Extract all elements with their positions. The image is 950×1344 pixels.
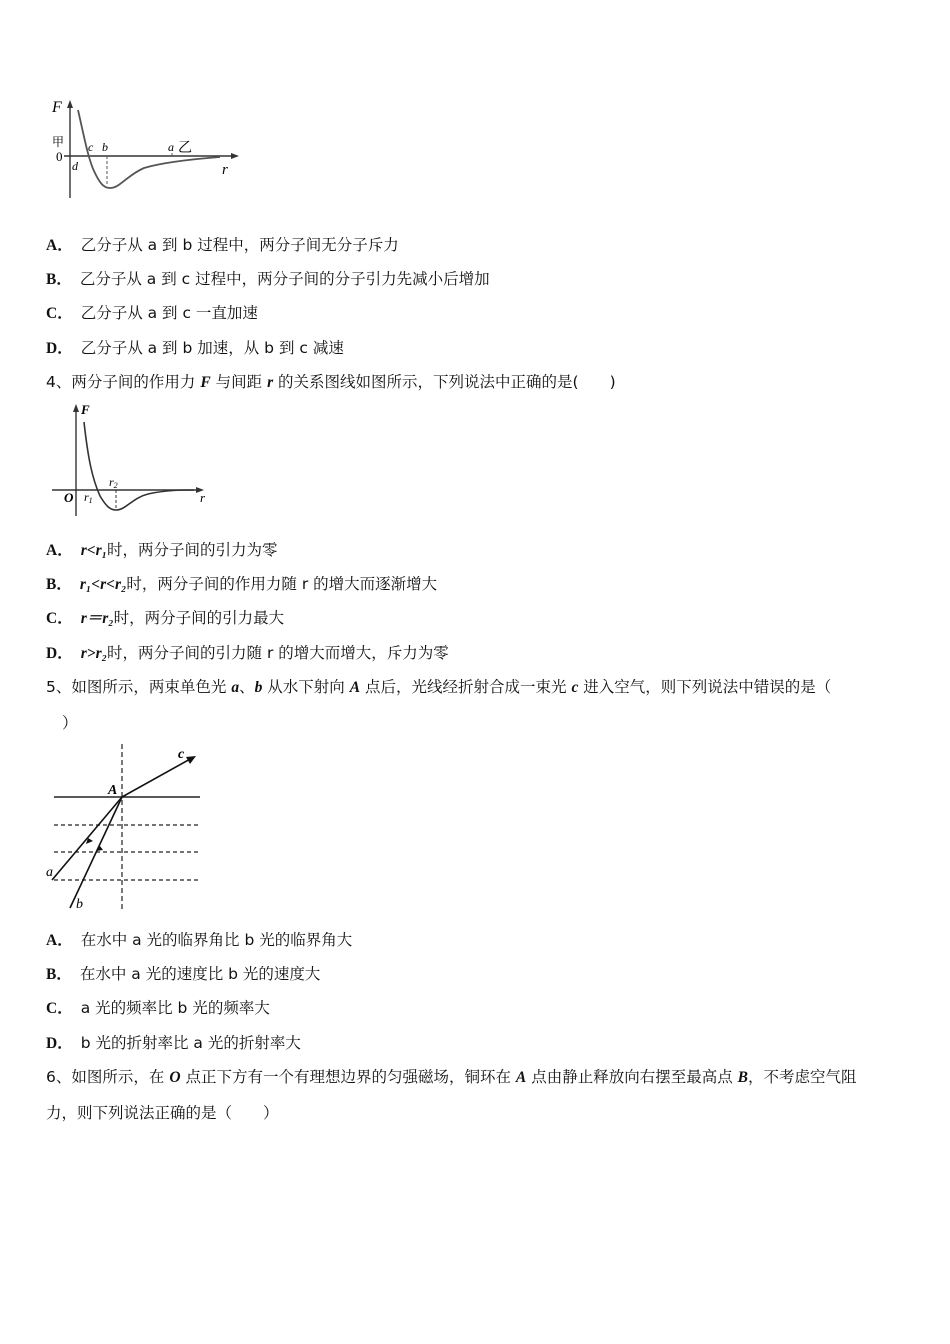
q5-option-c: C． a 光的频率比 b 光的频率大 (46, 999, 270, 1017)
q6-stem: 6、如图所示，在 O 点正下方有一个有理想边界的匀强磁场，铜环在 A 点由静止释放向右摆至最高点 B，不考虑空气阻 (46, 1068, 857, 1086)
q5-stem: 5、如图所示，两束单色光 a、b 从水下射向 A 点后，光线经折射合成一束光 c 进入空气，则下列说法中错误的是（ (46, 678, 832, 696)
y-axis-arrow-icon (73, 404, 79, 412)
svg-text:F: F (81, 402, 90, 417)
q4-option-c: C． r＝r₂时，两分子间的引力最大 (46, 609, 285, 627)
svg-text:乙: 乙 (178, 141, 192, 156)
svg-text:c: c (178, 747, 185, 762)
svg-text:a: a (46, 865, 53, 880)
q3-option-d: D． 乙分子从 a 到 b 加速，从 b 到 c 减速 (46, 339, 344, 357)
force-distance-figure-1 (44, 96, 244, 206)
q5-option-b: B． 在水中 a 光的速度比 b 光的速度大 (46, 965, 321, 983)
svg-text:O: O (64, 490, 74, 505)
svg-text:r: r (200, 490, 206, 505)
svg-text:b: b (76, 897, 83, 912)
svg-text:甲: 甲 (52, 135, 65, 149)
svg-text:r: r (222, 162, 228, 178)
force-distance-figure-2 (44, 398, 214, 523)
x-axis-arrow-icon (231, 153, 239, 159)
q3-option-c: C． 乙分子从 a 到 c 一直加速 (46, 304, 258, 322)
q4-option-a: A． r<r₁时，两分子间的引力为零 (46, 541, 278, 559)
q5-option-a: A． 在水中 a 光的临界角比 b 光的临界角大 (46, 931, 353, 949)
svg-text:0: 0 (56, 149, 63, 164)
q4-option-b: B． r₁<r<r₂时，两分子间的作用力随 r 的增大而逐渐增大 (46, 575, 438, 593)
q3-option-a: A． 乙分子从 a 到 b 过程中，两分子间无分子斥力 (46, 236, 399, 254)
refraction-figure (44, 742, 214, 914)
q4-option-d: D． r>r₂时，两分子间的引力随 r 的增大而增大，斥力为零 (46, 644, 449, 662)
svg-text:a: a (168, 140, 174, 154)
q4-stem: 4、两分子间的作用力 F 与间距 r 的关系图线如图所示，下列说法中正确的是( ) (46, 373, 616, 391)
svg-text:b: b (102, 140, 108, 154)
q3-option-b: B． 乙分子从 a 到 c 过程中，两分子间的分子引力先减小后增加 (46, 270, 490, 288)
q5-option-d: D． b 光的折射率比 a 光的折射率大 (46, 1034, 301, 1052)
q6-stem-line2: 力，则下列说法正确的是（ ） (46, 1104, 279, 1122)
y-axis-arrow-icon (67, 100, 73, 108)
q5-stem-close: ） (62, 714, 78, 732)
label-F: F (52, 99, 62, 116)
svg-text:A: A (108, 783, 118, 798)
svg-text:r2: r2 (109, 475, 118, 490)
svg-text:d: d (72, 159, 78, 173)
svg-text:c: c (88, 140, 94, 154)
svg-text:r1: r1 (84, 490, 93, 505)
